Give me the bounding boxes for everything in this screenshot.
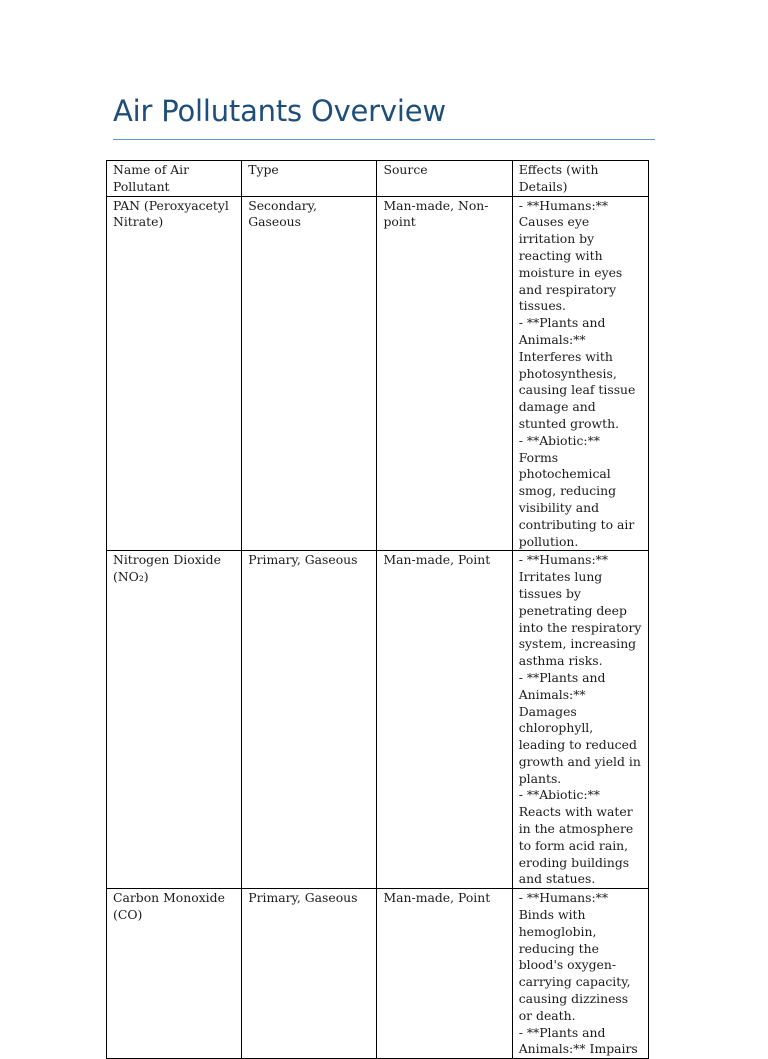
cell-effects — [512, 551, 648, 889]
header-cell-name: Name of Air Pollutant — [107, 161, 242, 197]
effect-abiotic: - **Abiotic:** Reacts with water in the atmosphere to form acid rain, eroding buildings and statues. — [518, 787, 634, 887]
cell-type: Primary, Gaseous — [242, 551, 377, 889]
header-cell-effects: Effects (with Details) — [512, 161, 648, 197]
title-underline — [113, 139, 655, 140]
cell-source: Man-made, Point — [377, 889, 512, 1059]
effect-plants-animals: - **Plants and Animals:** Interferes with photosynthesis, causing leaf tissue damage and stunted growth. — [518, 315, 636, 431]
cell-source: Man-made, Non-point — [377, 196, 512, 551]
cell-type: Primary, Gaseous — [242, 889, 377, 1059]
cell-source: Man-made, Point — [377, 551, 512, 889]
effect-abiotic: - **Abiotic:** Forms photochemical smog, reducing visibility and contributing to air pollution. — [518, 432, 635, 549]
document-title: Air Pollutants Overview — [113, 94, 446, 128]
effect-plants-animals: - **Plants and Animals:** Impairs — [518, 1024, 638, 1057]
cell-effects — [512, 196, 648, 551]
table-header-row — [107, 161, 649, 197]
cell-effects — [512, 889, 648, 1059]
cell-name: Nitrogen Dioxide (NO₂) — [107, 551, 242, 889]
table-row — [107, 889, 649, 1059]
header-cell-type: Type — [242, 161, 377, 197]
cell-type: Secondary, Gaseous — [242, 196, 377, 551]
effect-humans: - **Humans:** Binds with hemoglobin, reducing the blood's oxygen-carrying capacity, causing dizziness or death. — [518, 890, 631, 1023]
effect-humans: - **Humans:** Irritates lung tissues by penetrating deep into the respiratory system, increasing asthma risks. — [518, 552, 642, 669]
effect-plants-animals: - **Plants and Animals:** Damages chlorophyll, leading to reduced growth and yield in plants. — [518, 669, 641, 786]
cell-name: Carbon Monoxide (CO) — [107, 889, 242, 1059]
table-row — [107, 196, 649, 551]
header-cell-source: Source — [377, 161, 512, 197]
effect-humans: - **Humans:** Causes eye irritation by reacting with moisture in eyes and respiratory tissues. — [518, 197, 623, 314]
pollutants-table — [106, 160, 649, 1059]
cell-name: PAN (Peroxyacetyl Nitrate) — [107, 196, 242, 551]
table-row — [107, 551, 649, 889]
